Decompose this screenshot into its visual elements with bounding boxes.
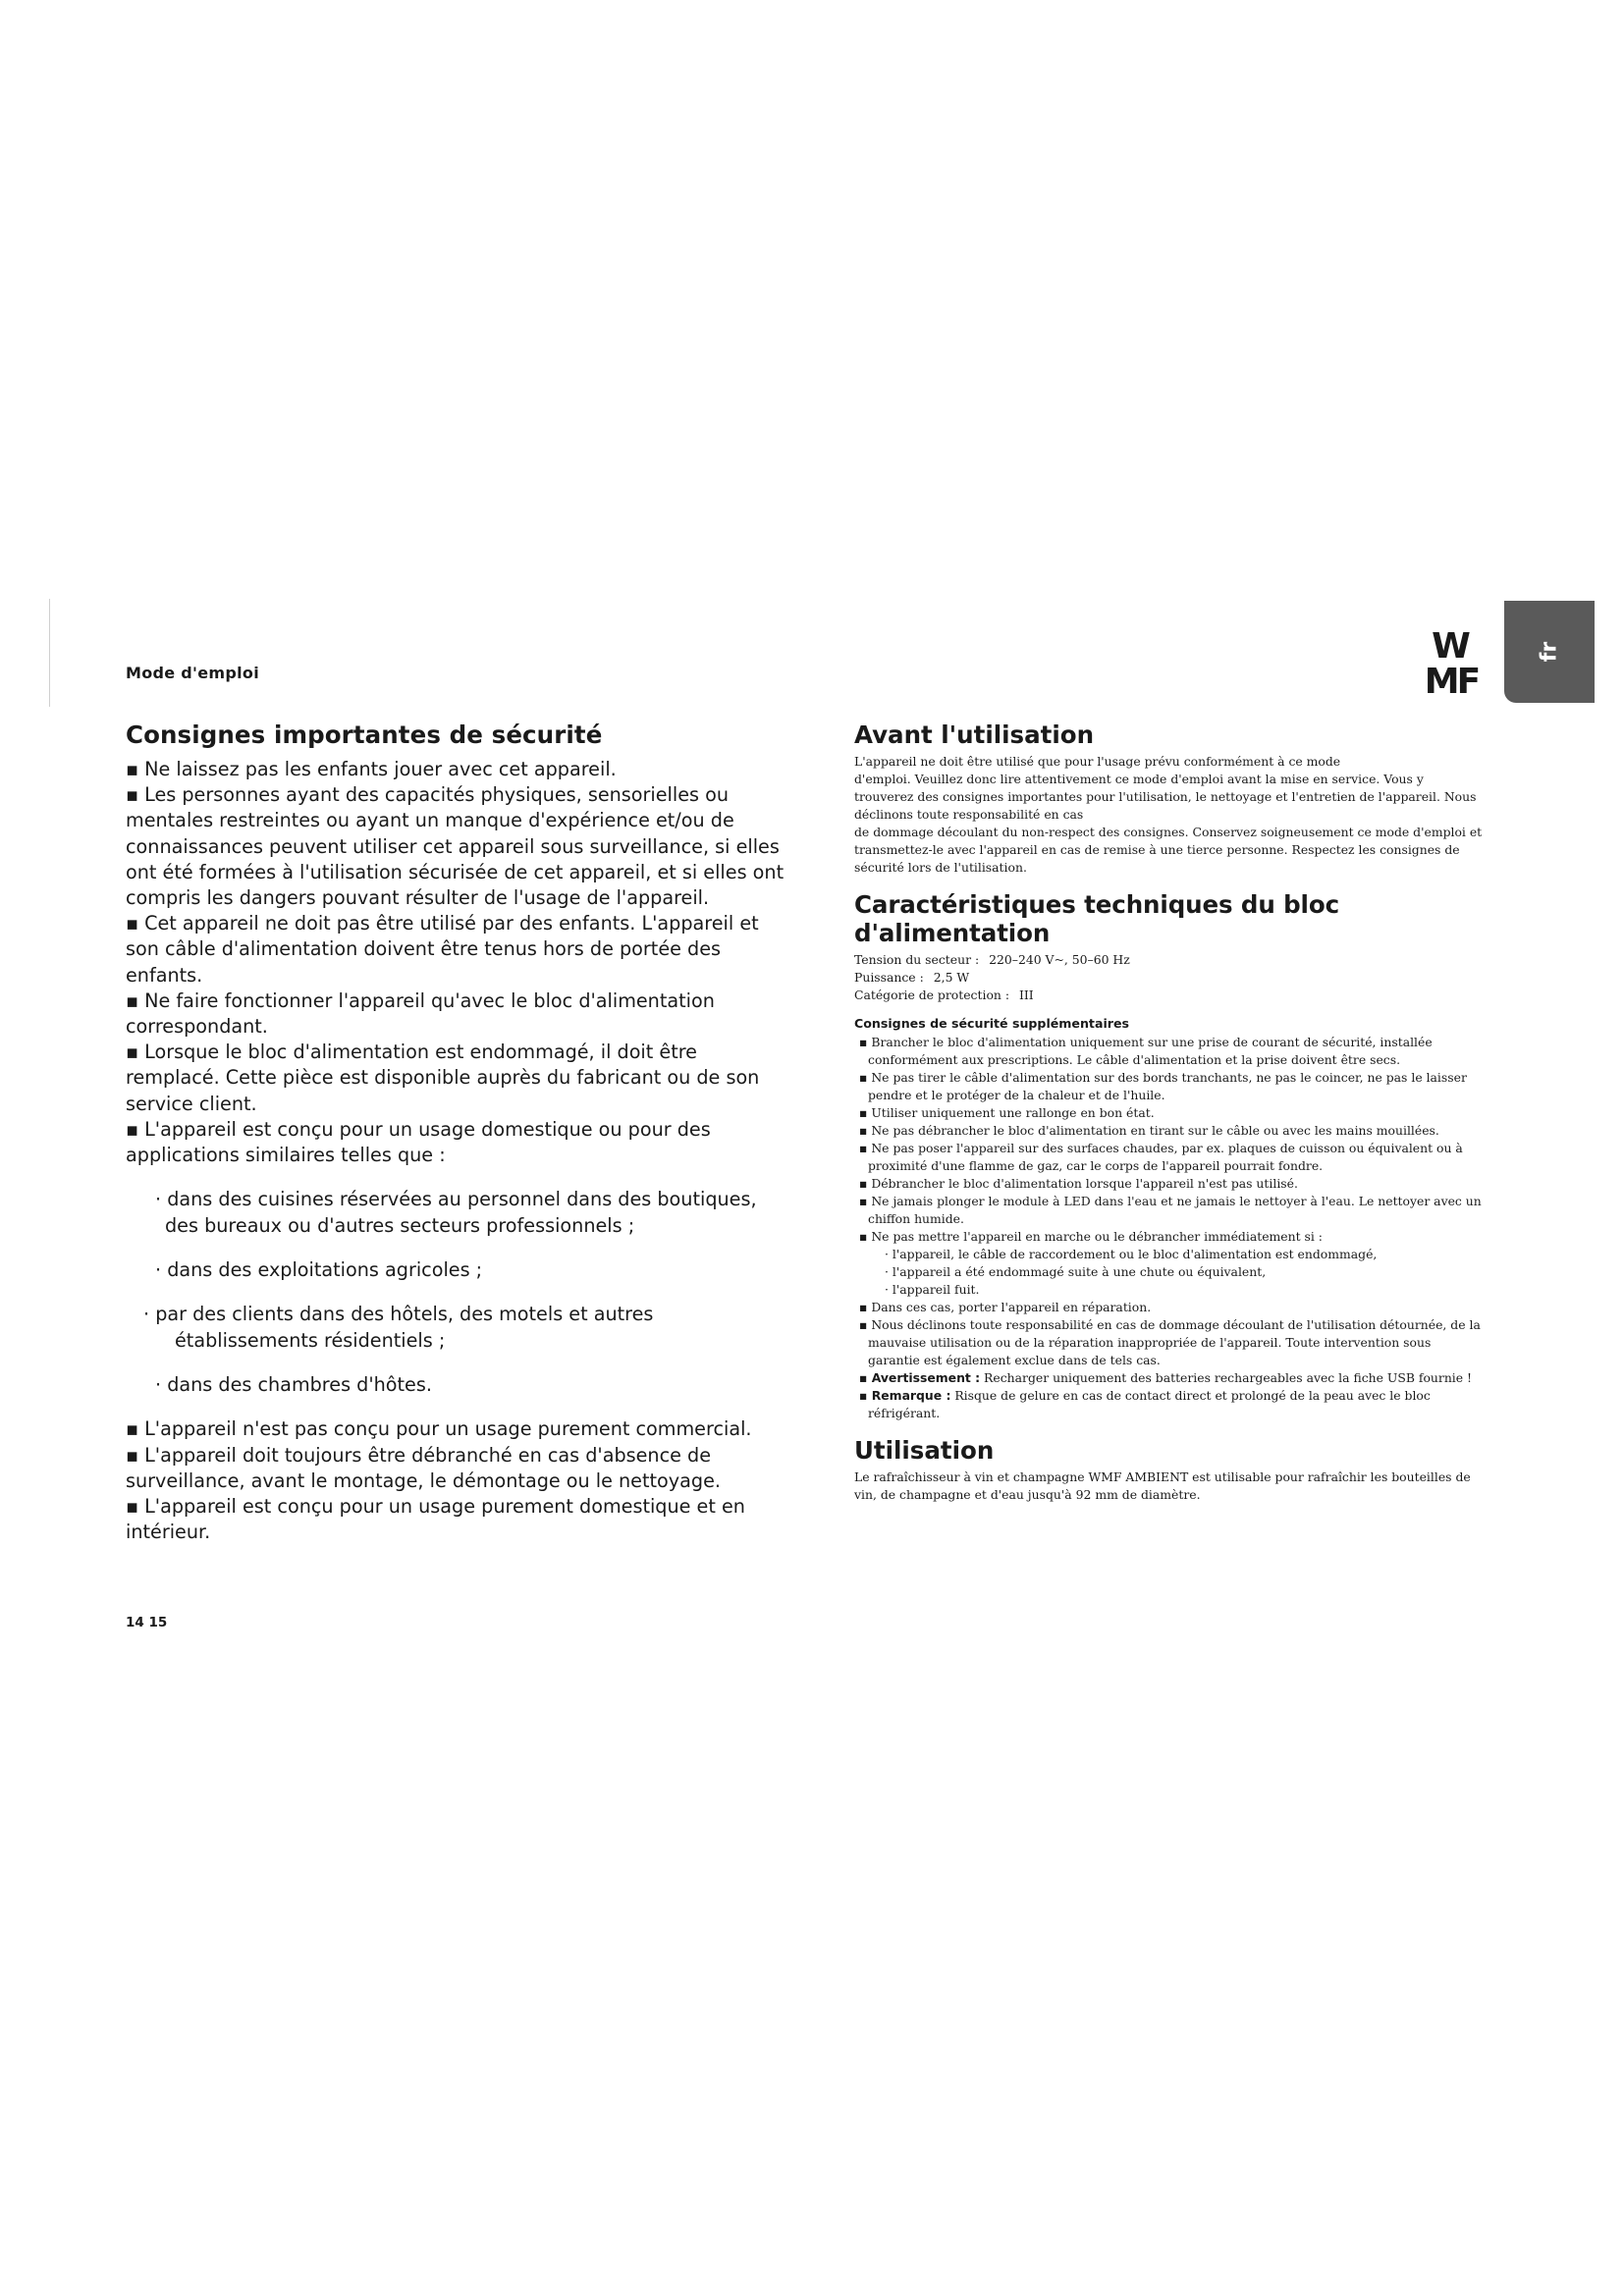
safety-bullet: ▪ L'appareil doit toujours être débranché en cas d'absence de surveillance, avant le montage, le démontage ou le nettoyage.: [126, 1443, 721, 1492]
document-header-label: Mode d'emploi: [126, 664, 259, 682]
safety-bullet: ▪ Lorsque le bloc d'alimentation est endommagé, il doit être remplacé. Cette pièce est disponible auprès du fabricant ou de son service client.: [126, 1041, 760, 1115]
safety-bullet: ▪ Cet appareil ne doit pas être utilisé par des enfants. L'appareil et son câble d'alimentation doivent être tenus hors de portée des enfants.: [126, 912, 759, 987]
tech-title: Caractéristiques techniques du bloc d'alimentation: [854, 890, 1340, 947]
extra-safety-sub-bullet: · l'appareil, le câble de raccordement ou le bloc d'alimentation est endommagé,: [885, 1247, 1378, 1261]
spec-row: [854, 969, 1483, 987]
wmf-logo-icon: [1416, 624, 1487, 695]
extra-safety-bullet: [854, 1369, 1483, 1387]
extra-safety-bullet: ▪ Utiliser uniquement une rallonge en bon état.: [859, 1105, 1155, 1120]
language-tab: [1504, 601, 1595, 703]
bullet-label: ▪ Remarque :: [859, 1388, 951, 1403]
extra-safety-bullet: ▪ Brancher le bloc d'alimentation uniquement sur une prise de courant de sécurité, installée conformément aux prescriptions. Le câble d'alimentation et la prise doivent être secs.: [859, 1035, 1433, 1067]
bullet-label: ▪ Avertissement :: [859, 1370, 981, 1385]
language-tab-label: fr: [1537, 641, 1562, 663]
safety-sub-bullet: · dans des chambres d'hôtes.: [155, 1373, 432, 1397]
svg-text:MF: MF: [1424, 662, 1479, 695]
right-column: [854, 721, 1483, 1518]
extra-safety-bullet: ▪ Ne pas poser l'appareil sur des surfaces chaudes, par ex. plaques de cuisson ou équivalent ou à proximité d'une flamme de gaz, car le corps de l'appareil pourrait fondre.: [859, 1141, 1463, 1173]
before-use-section: [854, 721, 1483, 877]
extra-safety-bullet: ▪ Dans ces cas, porter l'appareil en réparation.: [859, 1300, 1152, 1314]
safety-bullet: ▪ L'appareil n'est pas conçu pour un usage purement commercial.: [126, 1417, 752, 1441]
extra-safety-bullet: ▪ Débrancher le bloc d'alimentation lorsque l'appareil n'est pas utilisé.: [859, 1176, 1298, 1191]
extra-safety-title: Consignes de sécurité supplémentaires: [854, 1016, 1130, 1031]
safety-sub-bullet: · par des clients dans des hôtels, des motels et autres établissements résidentiels ;: [143, 1303, 654, 1352]
extra-safety-bullet: ▪ Ne pas mettre l'appareil en marche ou le débrancher immédiatement si :: [859, 1229, 1323, 1244]
spec-list: [854, 951, 1483, 1004]
spec-value: III: [1019, 988, 1034, 1002]
spec-label: Catégorie de protection :: [854, 988, 1009, 1002]
before-use-paragraph: L'appareil ne doit être utilisé que pour l'usage prévu conformément à ce mode: [854, 754, 1341, 769]
extra-safety-sub-bullet: · l'appareil fuit.: [885, 1282, 980, 1297]
usage-title: Utilisation: [854, 1436, 995, 1465]
spec-label: Puissance :: [854, 970, 924, 985]
extra-safety-bullet: ▪ Nous déclinons toute responsabilité en cas de dommage découlant de l'utilisation détournée, de la mauvaise utilisation ou de la réparation inappropriée de l'appareil. Toute intervention sous garantie est également exclue dans de tels cas.: [859, 1317, 1481, 1367]
safety-bullet: ▪ Les personnes ayant des capacités physiques, sensorielles ou mentales restreintes ou ayant un manque d'expérience et/ou de connaissances peuvent utiliser cet appareil sous surveillance, si elles ont été formées à l'utilisation sécurisée de cet appareil, et si elles ont compris les dangers pouvant résulter de l'usage de l'appareil.: [126, 783, 785, 910]
safety-title: Consignes importantes de sécurité: [126, 721, 603, 749]
before-use-text: [854, 753, 1483, 877]
page-numbers: 14 15: [126, 1615, 168, 1630]
spec-value: 220–240 V~, 50–60 Hz: [989, 952, 1130, 967]
extra-safety-bullet: ▪ Ne jamais plonger le module à LED dans l'eau et ne jamais le nettoyer à l'eau. Le nettoyer avec un chiffon humide.: [859, 1194, 1482, 1226]
tech-section: [854, 890, 1483, 1422]
extra-safety-list: [854, 1034, 1483, 1422]
safety-sub-bullet: · dans des exploitations agricoles ;: [155, 1258, 483, 1282]
extra-safety-sub-bullet: · l'appareil a été endommagé suite à une chute ou équivalent,: [885, 1264, 1267, 1279]
safety-bullet: ▪ L'appareil est conçu pour un usage purement domestique et en intérieur.: [126, 1495, 745, 1544]
spec-label: Tension du secteur :: [854, 952, 980, 967]
safety-bullet: ▪ Ne faire fonctionner l'appareil qu'avec le bloc d'alimentation correspondant.: [126, 988, 715, 1039]
extra-safety-bullet: ▪ Ne pas tirer le câble d'alimentation sur des bords tranchants, ne pas le coincer, ne pas le laisser pendre et le protéger de la chaleur et de l'huile.: [859, 1070, 1467, 1102]
usage-section: [854, 1436, 1483, 1504]
extra-safety-bullet: ▪ Ne pas débrancher le bloc d'alimentation en tirant sur le câble ou avec les mains mouillées.: [859, 1123, 1439, 1138]
safety-sub-bullet: · dans des cuisines réservées au personnel dans des boutiques, des bureaux ou d'autres secteurs professionnels ;: [155, 1188, 757, 1237]
before-use-paragraph: de dommage découlant du non-respect des consignes. Conservez soigneusement ce mode d'emploi et transmettez-le avec l'appareil en cas de remise à une tierce personne. Respectez les consignes de sécurité lors de l'utilisation.: [854, 825, 1483, 875]
spec-row: [854, 987, 1483, 1004]
before-use-title: Avant l'utilisation: [854, 721, 1095, 749]
safety-bullet: ▪ Ne laissez pas les enfants jouer avec cet appareil.: [126, 758, 617, 780]
bullet-text: Recharger uniquement des batteries rechargeables avec la fiche USB fournie !: [980, 1370, 1473, 1385]
safety-list: [126, 757, 793, 1545]
safety-section: [126, 721, 793, 1545]
bullet-text: Risque de gelure en cas de contact direct et prolongé de la peau avec le bloc réfrigérant.: [868, 1388, 1431, 1420]
spec-row: [854, 951, 1483, 969]
before-use-paragraph: d'emploi. Veuillez donc lire attentivement ce mode d'emploi avant la mise en service. Vous y trouverez des consignes importantes pour l'utilisation, le nettoyage et l'entretien de l'appareil. Nous déclinons toute responsabilité en cas: [854, 772, 1477, 822]
usage-text: Le rafraîchisseur à vin et champagne WMF AMBIENT est utilisable pour rafraîchir les bouteilles de vin, de champagne et d'eau jusqu'à 92 mm de diamètre.: [854, 1469, 1471, 1502]
margin-rule: [49, 599, 50, 707]
spec-value: 2,5 W: [933, 970, 970, 985]
svg-text:W: W: [1432, 626, 1471, 667]
extra-safety-bullet: [854, 1387, 1483, 1422]
safety-bullet: ▪ L'appareil est conçu pour un usage domestique ou pour des applications similaires telles que :: [126, 1117, 711, 1167]
